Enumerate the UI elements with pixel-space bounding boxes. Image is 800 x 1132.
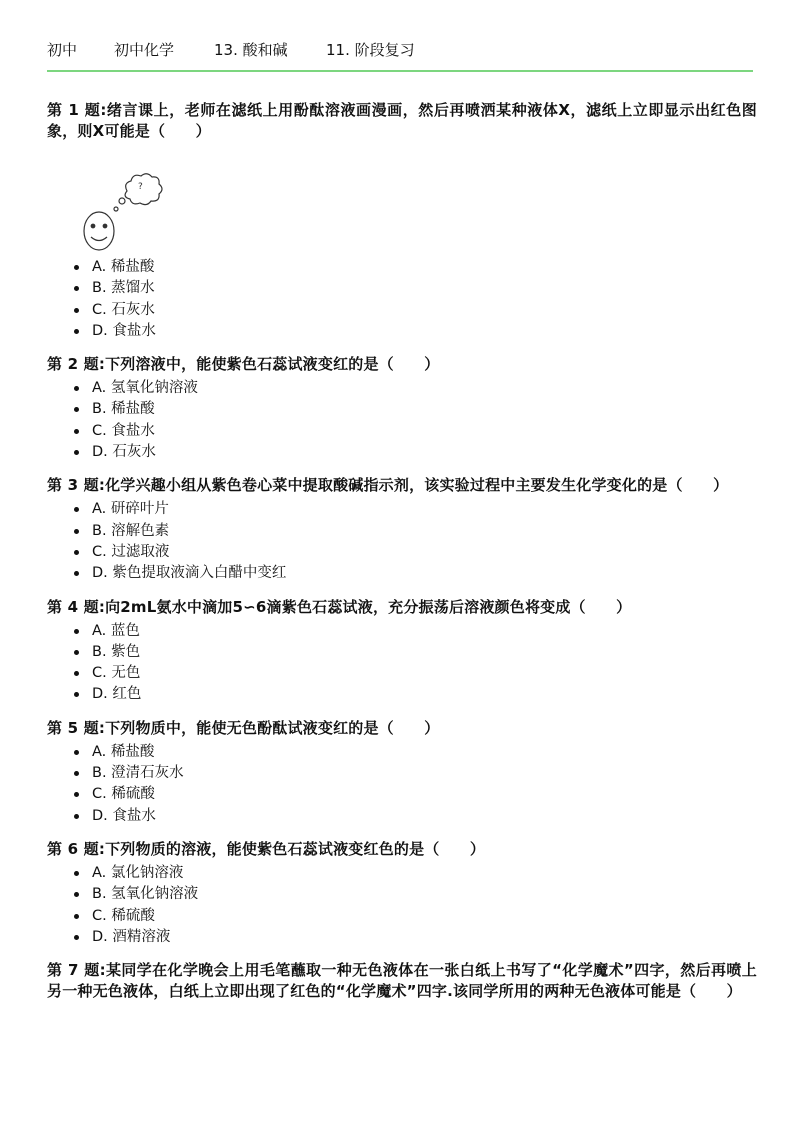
option-c[interactable]: C. 无色 xyxy=(72,663,757,684)
option-c[interactable]: C. 过滤取液 xyxy=(72,542,757,563)
breadcrumb-item-subject[interactable]: 初中化学 xyxy=(114,41,175,59)
question-4 xyxy=(47,597,757,706)
option-a[interactable]: A. 蓝色 xyxy=(72,621,757,642)
option-b[interactable]: B. 溶解色素 xyxy=(72,521,757,542)
option-a[interactable]: A. 稀盐酸 xyxy=(72,257,757,278)
question-5 xyxy=(47,718,757,827)
option-d[interactable]: D. 石灰水 xyxy=(72,442,757,463)
option-a[interactable]: A. 氯化钠溶液 xyxy=(72,863,757,884)
question-list xyxy=(47,100,757,1014)
option-d[interactable]: D. 紫色提取液滴入白醋中变红 xyxy=(72,563,757,584)
question-1 xyxy=(47,100,757,342)
question-6 xyxy=(47,839,757,948)
breadcrumb xyxy=(47,38,753,72)
option-b[interactable]: B. 蒸馏水 xyxy=(72,278,757,299)
question-2 xyxy=(47,354,757,463)
options-list xyxy=(47,378,757,463)
question-title: 第 5 题:下列物质中，能使无色酚酞试液变红的是（ ） xyxy=(47,718,440,737)
options-list xyxy=(47,621,757,706)
question-title: 第 6 题:下列物质的溶液，能使紫色石蕊试液变红色的是（ ） xyxy=(47,839,486,858)
option-a[interactable]: A. 研碎叶片 xyxy=(72,499,757,520)
option-a[interactable]: A. 稀盐酸 xyxy=(72,742,757,763)
question-title: 第 4 题:向2mL氨水中滴加5∽6滴紫色石蕊试液，充分振荡后溶液颜色将变成（ ） xyxy=(47,597,632,616)
question-7 xyxy=(47,960,757,1002)
question-figure xyxy=(47,145,757,257)
option-c[interactable]: C. 食盐水 xyxy=(72,421,757,442)
breadcrumb-item-level[interactable]: 初中 xyxy=(47,41,78,59)
option-b[interactable]: B. 紫色 xyxy=(72,642,757,663)
option-c[interactable]: C. 稀硫酸 xyxy=(72,906,757,927)
option-b[interactable]: B. 澄清石灰水 xyxy=(72,763,757,784)
option-d[interactable]: D. 红色 xyxy=(72,684,757,705)
options-list xyxy=(47,257,757,342)
breadcrumb-item-chapter[interactable]: 13. 酸和碱 xyxy=(214,41,288,59)
question-title: 第 3 题:化学兴趣小组从紫色卷心菜中提取酸碱指示剂，该实验过程中主要发生化学变化的是（ ） xyxy=(47,476,729,495)
question-title: 第 2 题:下列溶液中，能使紫色石蕊试液变红的是（ ） xyxy=(47,355,440,374)
option-b[interactable]: B. 稀盐酸 xyxy=(72,399,757,420)
question-3 xyxy=(47,475,757,584)
options-list xyxy=(47,499,757,584)
thought-bubble-text: ? xyxy=(138,182,143,192)
options-list xyxy=(47,742,757,827)
option-d[interactable]: D. 食盐水 xyxy=(72,806,757,827)
option-a[interactable]: A. 氢氧化钠溶液 xyxy=(72,378,757,399)
options-list xyxy=(47,863,757,948)
smiley-thought-icon xyxy=(77,165,167,255)
option-d[interactable]: D. 酒精溶液 xyxy=(72,927,757,948)
option-c[interactable]: C. 稀硫酸 xyxy=(72,784,757,805)
question-title: 第 7 题:某同学在化学晚会上用毛笔蘸取一种无色液体在一张白纸上书写了“化学魔术”四字，然后再喷上另一种无色液体，白纸上立即出现了红色的“化学魔术”四字.该同学所用的两种无色液体可能是（ ） xyxy=(47,961,757,1001)
option-b[interactable]: B. 氢氧化钠溶液 xyxy=(72,884,757,905)
option-c[interactable]: C. 石灰水 xyxy=(72,300,757,321)
option-d[interactable]: D. 食盐水 xyxy=(72,321,757,342)
question-title: 第 1 题:绪言课上，老师在滤纸上用酚酞溶液画漫画，然后再喷洒某种液体X，滤纸上立即显示出红色图象，则X可能是（ ） xyxy=(47,101,757,140)
breadcrumb-item-section[interactable]: 11. 阶段复习 xyxy=(326,41,415,59)
